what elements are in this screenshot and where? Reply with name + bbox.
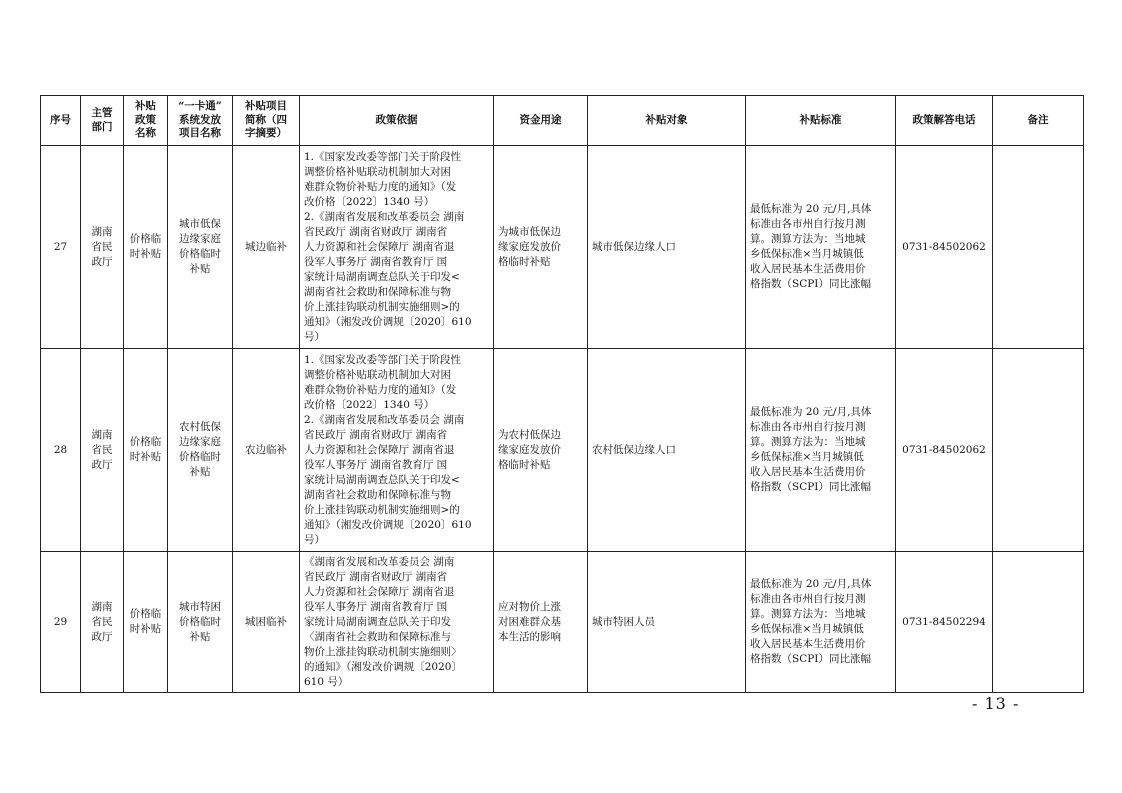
cell-dept: 湖南 省民 政厅: [81, 552, 124, 693]
cell-abbrev: 城边临补: [233, 146, 300, 349]
table-row: [41, 552, 1084, 693]
table-header: [41, 96, 1084, 146]
cell-policy-name: 价格临 时补贴: [124, 146, 168, 349]
cell-abbrev: 农边临补: [233, 349, 300, 552]
cell-basis: 1.《国家发改委等部门关于阶段性 调整价格补贴联动机制加大对困 难群众物价补贴力度的通知》（发 改价格〔2022〕1340 号） 2.《湖南省发展和改革委员会 湖南 省民政厅 湖南省财政厅 湖南省 人力资源和社会保障厅 湖南省退 役军人事务厅 湖南省教育厅 国 家统计局湖南调查总队关于印发< 湖南省社会救助和保障标准与物 价上涨挂钩联动机制实施细则>的 通知》（湘发改价调规〔2020〕610 号）: [300, 146, 494, 349]
cell-remark: [993, 146, 1084, 349]
cell-card-project: 城市低保 边缘家庭 价格临时 补贴: [168, 146, 233, 349]
cell-dept: 湖南 省民 政厅: [81, 146, 124, 349]
table-body: [41, 146, 1084, 693]
cell-policy-name: 价格临 时补贴: [124, 349, 168, 552]
cell-seq: 27: [41, 146, 81, 349]
header-policy-name: 补贴 政策 名称: [124, 96, 168, 146]
header-remark: 备注: [993, 96, 1084, 146]
cell-standard: 最低标准为 20 元/月,具体 标准由各市州自行按月测 算。测算方法为：当地城 乡低保标准×当月城镇低 收入居民基本生活费用价 格指数（SCPI）同比涨幅: [746, 146, 896, 349]
cell-basis: 《湖南省发展和改革委员会 湖南 省民政厅 湖南省财政厅 湖南省 人力资源和社会保障厅 湖南省退 役军人事务厅 湖南省教育厅 国 家统计局湖南调查总队关于印发 〈湖南省社会救助和保障标准与 物价上涨挂钩联动机制实施细则〉 的通知》（湘发改价调规〔2020〕 610 号）: [300, 552, 494, 693]
cell-abbrev: 城困临补: [233, 552, 300, 693]
cell-fund-use: 应对物价上涨 对困难群众基 本生活的影响: [494, 552, 588, 693]
header-seq: 序号: [41, 96, 81, 146]
cell-remark: [993, 552, 1084, 693]
cell-target: 农村低保边缘人口: [588, 349, 746, 552]
cell-phone: 0731-84502294: [896, 552, 993, 693]
cell-phone: 0731-84502062: [896, 349, 993, 552]
table-row: [41, 146, 1084, 349]
header-row: [41, 96, 1084, 146]
table-row: [41, 349, 1084, 552]
cell-dept: 湖南 省民 政厅: [81, 349, 124, 552]
cell-phone: 0731-84502062: [896, 146, 993, 349]
header-abbrev: 补贴项目 简称（四 字摘要）: [233, 96, 300, 146]
subsidy-policy-table: [40, 95, 1084, 693]
cell-standard: 最低标准为 20 元/月,具体 标准由各市州自行按月测 算。测算方法为：当地城 乡低保标准×当月城镇低 收入居民基本生活费用价 格指数（SCPI）同比涨幅: [746, 552, 896, 693]
cell-target: 城市特困人员: [588, 552, 746, 693]
cell-fund-use: 为农村低保边 缘家庭发放价 格临时补贴: [494, 349, 588, 552]
header-target: 补贴对象: [588, 96, 746, 146]
cell-target: 城市低保边缘人口: [588, 146, 746, 349]
cell-seq: 29: [41, 552, 81, 693]
cell-seq: 28: [41, 349, 81, 552]
cell-fund-use: 为城市低保边 缘家庭发放价 格临时补贴: [494, 146, 588, 349]
header-card-project: “一卡通” 系统发放 项目名称: [168, 96, 233, 146]
cell-card-project: 农村低保 边缘家庭 价格临时 补贴: [168, 349, 233, 552]
cell-card-project: 城市特困 价格临时 补贴: [168, 552, 233, 693]
header-dept: 主管 部门: [81, 96, 124, 146]
header-standard: 补贴标准: [746, 96, 896, 146]
cell-policy-name: 价格临 时补贴: [124, 552, 168, 693]
header-basis: 政策依据: [300, 96, 494, 146]
cell-basis: 1.《国家发改委等部门关于阶段性 调整价格补贴联动机制加大对困 难群众物价补贴力度的通知》（发 改价格〔2022〕1340 号） 2.《湖南省发展和改革委员会 湖南 省民政厅 湖南省财政厅 湖南省 人力资源和社会保障厅 湖南省退 役军人事务厅 湖南省教育厅 国 家统计局湖南调查总队关于印发< 湖南省社会救助和保障标准与物 价上涨挂钩联动机制实施细则>的 通知》（湘发改价调规〔2020〕610 号）: [300, 349, 494, 552]
header-phone: 政策解答电话: [896, 96, 993, 146]
page-number: - 13 -: [972, 694, 1020, 713]
header-fund-use: 资金用途: [494, 96, 588, 146]
cell-remark: [993, 349, 1084, 552]
cell-standard: 最低标准为 20 元/月,具体 标准由各市州自行按月测 算。测算方法为：当地城 乡低保标准×当月城镇低 收入居民基本生活费用价 格指数（SCPI）同比涨幅: [746, 349, 896, 552]
